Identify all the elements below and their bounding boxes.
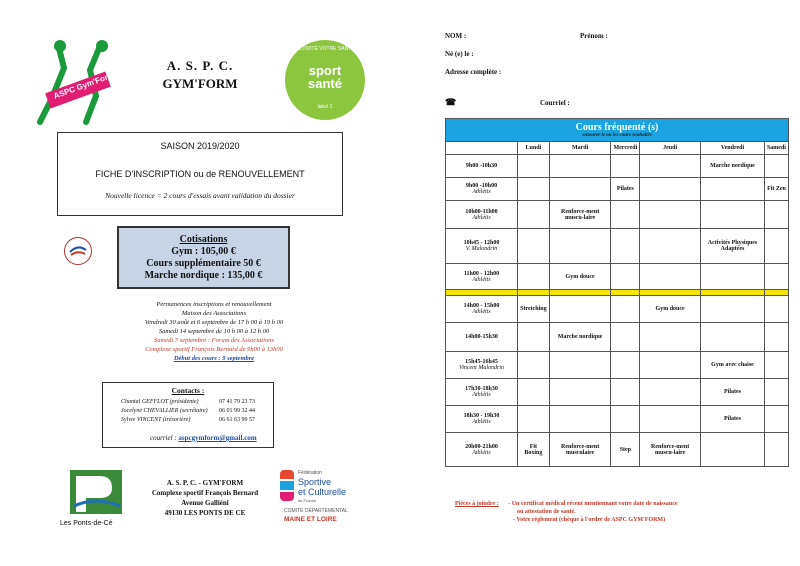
empty-cell [640, 201, 701, 229]
course-cell[interactable]: Gym avec chaise [701, 352, 765, 379]
empty-cell [701, 201, 765, 229]
ufolep-logo [64, 237, 92, 265]
course-cell[interactable]: Gym douce [640, 296, 701, 323]
perm-line: Vendredi 30 août et 6 septembre de 17 h 00 à 19 h 00 [144, 319, 284, 326]
time-range: 14h00 - 15h00 [463, 303, 500, 309]
schedule-row [446, 406, 789, 433]
fssc-sportive: Sportive [298, 477, 332, 487]
schedule-row [446, 296, 789, 323]
time-slot [446, 323, 518, 352]
empty-cell [549, 155, 611, 178]
empty-cell [549, 229, 611, 264]
empty-cell [701, 264, 765, 290]
empty-cell [549, 379, 611, 406]
empty-cell [764, 352, 788, 379]
empty-cell [518, 379, 550, 406]
adresse-label: Adresse complète : [445, 68, 502, 76]
time-range: 17h30-18h30 [465, 386, 498, 392]
seal-main [285, 64, 365, 90]
empty-cell [611, 406, 640, 433]
contact-phone: 06 61 63 99 57 [219, 417, 255, 423]
day-header: Lundi [518, 142, 550, 155]
course-cell[interactable]: Renforce-ment musculaire [549, 433, 611, 467]
time-range: 9h00 -10h00 [465, 183, 498, 189]
time-range: 11h00 - 12h00 [463, 270, 500, 277]
time-slot [446, 352, 518, 379]
empty-cell [518, 323, 550, 352]
venue: V. Malondrin [465, 246, 498, 252]
course-cell[interactable]: Renforce-ment muscu-laire [549, 201, 611, 229]
course-cell[interactable]: Step [611, 433, 640, 467]
empty-cell [518, 352, 550, 379]
season-box [57, 132, 343, 216]
empty-cell [764, 155, 788, 178]
seal-bottom-text: label 1 [317, 104, 333, 110]
perm-forum: Samedi 7 septembre : Forum des Associations [154, 337, 274, 344]
empty-cell [701, 433, 765, 467]
courriel-line [150, 434, 257, 442]
cotisation-line: Gym : 105,00 € [171, 246, 236, 257]
time-range: 9h00 -10h30 [465, 163, 498, 169]
address-line: A. S. P. C. - GYM'FORM [166, 479, 244, 487]
time-range: 10h00-11h00 [465, 208, 498, 215]
fssc-comite: COMITÉ DÉPARTEMENTAL [284, 508, 348, 514]
day-header: Samedi [764, 142, 788, 155]
ne-le-label: Né (e) le : [445, 50, 474, 58]
empty-cell [611, 201, 640, 229]
empty-cell [518, 201, 550, 229]
empty-cell [518, 264, 550, 290]
time-slot [446, 406, 518, 433]
time-slot [446, 155, 518, 178]
contact-phone: 07 41 79 23 73 [219, 399, 255, 405]
aspc-logo [30, 38, 120, 128]
empty-cell [640, 352, 701, 379]
association-address [135, 478, 275, 518]
schedule-title: Cours fréquenté (s) [575, 122, 659, 133]
fssc-france: de France [298, 498, 317, 503]
empty-cell [611, 296, 640, 323]
schedule-row [446, 201, 789, 229]
course-cell[interactable]: Gym douce [549, 264, 611, 290]
empty-cell [549, 296, 611, 323]
course-cell[interactable]: Marche nordique [701, 155, 765, 178]
cotisations-box [117, 226, 290, 289]
ponts-de-ce-logo [66, 466, 126, 518]
nom-label: NOM : [445, 32, 467, 40]
empty-cell [701, 296, 765, 323]
address-line: Avenue Galliéni [181, 499, 229, 507]
course-cell[interactable]: Pilates [701, 406, 765, 433]
course-cell[interactable]: Fit Zen [764, 178, 788, 201]
contact-name: Chantal GEFFLOT (présidente) [121, 399, 199, 405]
fiche-title: FICHE D'INSCRIPTION ou de RENOUVELLEMENT [95, 169, 305, 179]
fssc-mark [280, 470, 294, 500]
schedule-row [446, 379, 789, 406]
schedule-row [446, 155, 789, 178]
time-slot [446, 229, 518, 264]
seal-main-2: santé [308, 76, 342, 91]
schedule-row [446, 352, 789, 379]
time-slot [446, 296, 518, 323]
season-title: SAISON 2019/2020 [160, 141, 240, 151]
schedule-table [445, 118, 789, 467]
day-header: Jeudi [640, 142, 701, 155]
corner-cell [446, 142, 518, 155]
empty-cell [549, 352, 611, 379]
prenom-label: Prénom : [580, 32, 608, 40]
courriel-label-right: Courriel : [540, 99, 570, 107]
perm-line: Permanences inscriptions et renouvellement [156, 301, 272, 308]
logo-text: ASPC Gym'Form [52, 70, 116, 101]
cotisation-line: Marche nordique : 135,00 € [144, 270, 263, 281]
empty-cell [764, 323, 788, 352]
ponts-de-ce-label: Les Ponts-de-Cé [60, 520, 113, 527]
empty-cell [764, 264, 788, 290]
address-line: Complexe sportif François Bernard [151, 489, 259, 497]
cotisations-title: Cotisations [179, 234, 228, 245]
empty-cell [518, 229, 550, 264]
time-range: 15h45-16h45 [465, 359, 498, 365]
permanences-box [100, 300, 328, 376]
empty-cell [701, 323, 765, 352]
day-header: Mercredi [611, 142, 640, 155]
venue: Vincent Malondrin [458, 365, 505, 371]
pieces-label: Pièces à joindre : [455, 501, 499, 507]
empty-cell [611, 379, 640, 406]
note-reglement: - Votre règlement (chèque à l'ordre de ASPC GYM'FORM) [513, 517, 666, 523]
time-slot [446, 201, 518, 229]
contact-name: Sylvie VINCENT (trésorière) [121, 417, 191, 423]
empty-cell [611, 229, 640, 264]
empty-cell [640, 323, 701, 352]
empty-cell [611, 323, 640, 352]
schedule-row [446, 264, 789, 290]
empty-cell [764, 379, 788, 406]
fssc-maine-loire: MAINE ET LOIRE [284, 516, 337, 523]
time-slot [446, 264, 518, 290]
day-header: Vendredi [701, 142, 765, 155]
venue: Athlétis [472, 189, 491, 195]
org-title: A. S. P. C. [166, 58, 234, 73]
schedule-row [446, 229, 789, 264]
empty-cell [549, 178, 611, 201]
course-cell[interactable]: Fit Boxing [518, 433, 550, 467]
course-cell[interactable]: Pilates [611, 178, 640, 201]
email-link[interactable]: aspcgymform@gmail.com [178, 434, 257, 442]
seal-top-text: ACTIVITÉ VOTRE SANTÉ [295, 46, 355, 52]
venue: Athlétis [472, 214, 491, 221]
empty-cell [611, 352, 640, 379]
schedule-header [446, 119, 789, 142]
pieces-notes [455, 500, 678, 524]
courriel-label: courriel : [150, 434, 177, 442]
empty-cell [764, 201, 788, 229]
empty-cell [518, 178, 550, 201]
time-slot [446, 433, 518, 467]
fssc-culturelle: et Culturelle [298, 487, 347, 497]
empty-cell [640, 379, 701, 406]
empty-cell [764, 433, 788, 467]
course-cell[interactable]: Stretching [518, 296, 550, 323]
empty-cell [611, 264, 640, 290]
time-range: 18h30 - 19h30 [463, 413, 500, 419]
empty-cell [640, 406, 701, 433]
cotisation-line: Cours supplémentaire 50 € [146, 258, 261, 269]
venue: Athlétis [472, 449, 491, 456]
perm-line: Samedi 14 septembre de 10 h 00 à 12 h 00 [158, 328, 270, 335]
empty-cell [518, 155, 550, 178]
seal-main-1: sport [308, 63, 342, 78]
schedule-row [446, 433, 789, 467]
course-cell[interactable]: Marche nordique [549, 323, 611, 352]
course-cell[interactable]: Activités Physiques Adaptées [701, 229, 765, 264]
course-cell[interactable]: Pilates [701, 379, 765, 406]
contact-name: Jocelyne CHEVALLIER (secrétaire) [121, 408, 208, 414]
address-line: 49130 LES PONTS DE CE [164, 509, 246, 517]
empty-cell [640, 229, 701, 264]
time-range: 10h45 - 12h00 [463, 240, 500, 246]
contact-phone: 06 01 99 32 44 [219, 408, 255, 414]
phone-icon: ☎ [445, 97, 457, 107]
schedule-subtitle: entourer le ou les cours souhaités [582, 133, 652, 138]
perm-line: Maison des Associations [181, 310, 247, 317]
empty-cell [611, 155, 640, 178]
fssc-federation: Fédération [298, 470, 322, 476]
sport-sante-seal [285, 40, 365, 120]
empty-cell [640, 178, 701, 201]
perm-complexe: Complexe sportif François Bernard de 9h00 à 13h00 [145, 346, 283, 353]
time-range: 14h00-15h30 [465, 334, 498, 340]
time-slot [446, 379, 518, 406]
schedule-row [446, 323, 789, 352]
note-certificat: - Un certificat médical récent mentionnant votre date de naissance [508, 501, 678, 507]
empty-cell [549, 406, 611, 433]
empty-cell [764, 406, 788, 433]
contacts-title: Contacts : [171, 386, 205, 395]
venue: Athlétis [472, 392, 491, 398]
venue: Athlétis [472, 309, 491, 315]
empty-cell [640, 155, 701, 178]
empty-cell [764, 296, 788, 323]
time-slot [446, 178, 518, 201]
schedule-row [446, 178, 789, 201]
nouvelle-licence: Nouvelle licence = 2 cours d'essais avant validation du dossier [105, 191, 295, 200]
empty-cell [764, 229, 788, 264]
venue: Athlétis [472, 276, 491, 283]
org-subtitle: GYM'FORM [162, 76, 238, 91]
time-range: 20h00-21h00 [465, 443, 498, 450]
empty-cell [518, 406, 550, 433]
empty-cell [701, 178, 765, 201]
venue: Athlétis [472, 419, 491, 425]
note-attestation: ou attestation de santé. [517, 509, 576, 515]
debut-cours: Début des cours : 9 septembre [173, 355, 255, 362]
empty-cell [640, 264, 701, 290]
course-cell[interactable]: Renforce-ment muscu-laire [640, 433, 701, 467]
day-header: Mardi [549, 142, 611, 155]
